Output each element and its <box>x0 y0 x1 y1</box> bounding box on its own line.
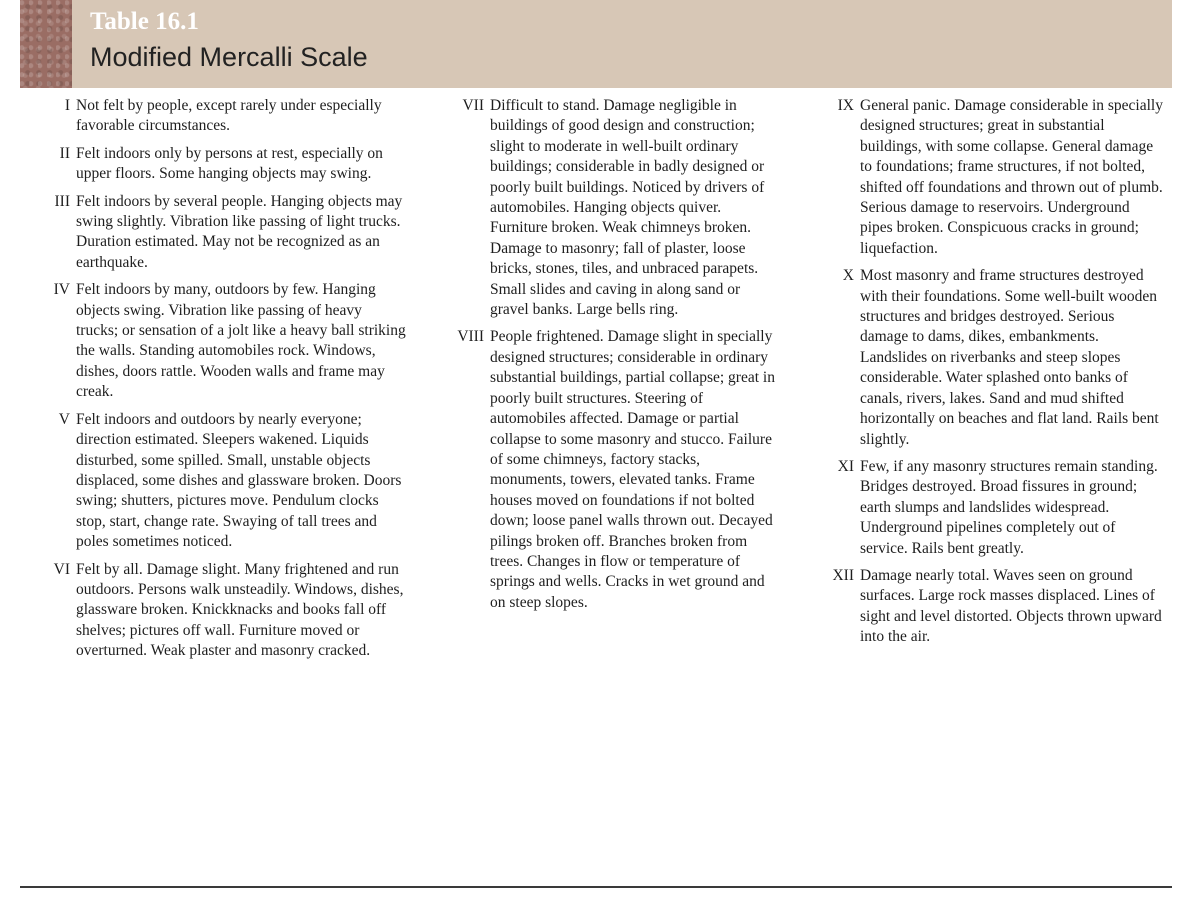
intensity-numeral: V <box>58 410 70 428</box>
scale-entry-vii <box>446 96 780 320</box>
intensity-description: Not felt by people, except rarely under especially favorable circumstances. <box>76 97 382 135</box>
intensity-numeral: II <box>59 144 70 162</box>
scale-entry-vi <box>46 560 406 662</box>
intensity-numeral: X <box>842 267 854 285</box>
intensity-description: Damage nearly total. Waves seen on ground surfaces. Large rock masses displaced. Lines of sight and level distorted. Objects thrown upward into the air. <box>860 566 1162 646</box>
intensity-numeral: XII <box>832 566 854 584</box>
column-3 <box>818 96 1164 655</box>
scale-entry-iv <box>46 280 406 402</box>
intensity-numeral: VI <box>53 560 70 578</box>
table-number: Table 16.1 <box>90 8 199 35</box>
intensity-description: Difficult to stand. Damage negligible in buildings of good design and construction; slight to moderate in well-built ordinary buildings; considerable in badly designed or poorly built buildings. Noticed by drivers of automobiles. Hanging objects quiver. Furniture broken. Weak chimneys broken. Damage to masonry; fall of plaster, loose bricks, stones, tiles, and unbraced parapets. Small slides and caving in along sand or gravel banks. Large bells ring. <box>490 97 765 319</box>
intensity-numeral: VII <box>462 97 484 114</box>
scale-entry-ix <box>818 96 1164 259</box>
intensity-numeral: IX <box>837 97 854 114</box>
intensity-description: General panic. Damage considerable in specially designed structures; great in substantial buildings, with some collapse. General damage to foundations; frame structures, if not bolted, shifted off foundations and thrown out of plumb. Serious damage to reservoirs. Underground pipes broken. Conspicuous cracks in ground; liquefaction. <box>860 97 1163 257</box>
intensity-description: Most masonry and frame structures destroyed with their foundations. Some well-built wooden structures and bridges destroyed. Serious damage to dams, dikes, embankments. Landslides on riverbanks and steep slopes considerable. Water splashed onto banks of canals, rivers, lakes. Sand and mud shifted horizontally on beaches and flat land. Rails bent slightly. <box>860 267 1159 448</box>
scale-entry-xii <box>818 566 1164 648</box>
scale-entry-x <box>818 266 1164 450</box>
intensity-description: Felt indoors and outdoors by nearly everyone; direction estimated. Sleepers wakened. Liquids disturbed, some spilled. Small, unstable objects displaced, some dishes and glassware broken. Doors swing; shutters, pictures move. Pendulum clocks stop, start, change rate. Swaying of tall trees and poles sometimes noticed. <box>76 410 402 551</box>
intensity-numeral: IV <box>53 281 70 299</box>
scale-entry-iii <box>46 192 406 274</box>
column-2 <box>446 96 780 620</box>
scale-entry-viii <box>446 327 780 613</box>
intensity-description: Felt indoors by many, outdoors by few. Hanging objects swing. Vibration like passing of heavy trucks; or sensation of a jolt like a heavy ball striking the walls. Standing automobiles rock. Windows, dishes, doors rattle. Wooden walls and frame may creak. <box>76 281 406 401</box>
intensity-numeral: VIII <box>457 328 484 346</box>
table-title: Modified Mercalli Scale <box>90 42 368 72</box>
scale-entry-ii <box>46 144 406 185</box>
intensity-description: People frightened. Damage slight in specially designed structures; considerable in ordinary substantial buildings, partial collapse; great in poorly built structures. Steering of automobiles affected. Damage or partial collapse to some masonry and stucco. Failure of some chimneys, factory stacks, monuments, towers, elevated tanks. Frame houses moved on foundations if not bolted down; loose panel walls thrown out. Decayed pilings broken off. Branches broken from trees. Changes in flow or temperature of springs and wells. Cracks in wet ground and on steep slopes. <box>490 328 775 611</box>
scale-entry-i <box>46 96 406 137</box>
bottom-rule <box>20 886 1172 888</box>
intensity-numeral: XI <box>837 457 854 475</box>
intensity-description: Felt by all. Damage slight. Many frightened and run outdoors. Persons walk unsteadily. Windows, dishes, glassware broken. Knickknacks and books fall off shelves; pictures off wall. Furniture moved or overturned. Weak plaster and masonry cracked. <box>76 560 404 660</box>
intensity-numeral: III <box>54 192 70 210</box>
scale-entry-xi <box>818 457 1164 559</box>
header-texture-swatch <box>20 0 72 88</box>
scale-entry-v <box>46 410 406 553</box>
intensity-numeral: I <box>64 97 70 114</box>
column-1 <box>46 96 406 669</box>
intensity-description: Felt indoors by several people. Hanging objects may swing slightly. Vibration like passing of light trucks. Duration estimated. May not be recognized as an earthquake. <box>76 192 403 271</box>
intensity-description: Felt indoors only by persons at rest, especially on upper floors. Some hanging objects may swing. <box>76 144 383 183</box>
intensity-description: Few, if any masonry structures remain standing. Bridges destroyed. Broad fissures in ground; earth slumps and landslides widespread. Underground pipelines completely out of service. Rails bent greatly. <box>860 457 1158 557</box>
